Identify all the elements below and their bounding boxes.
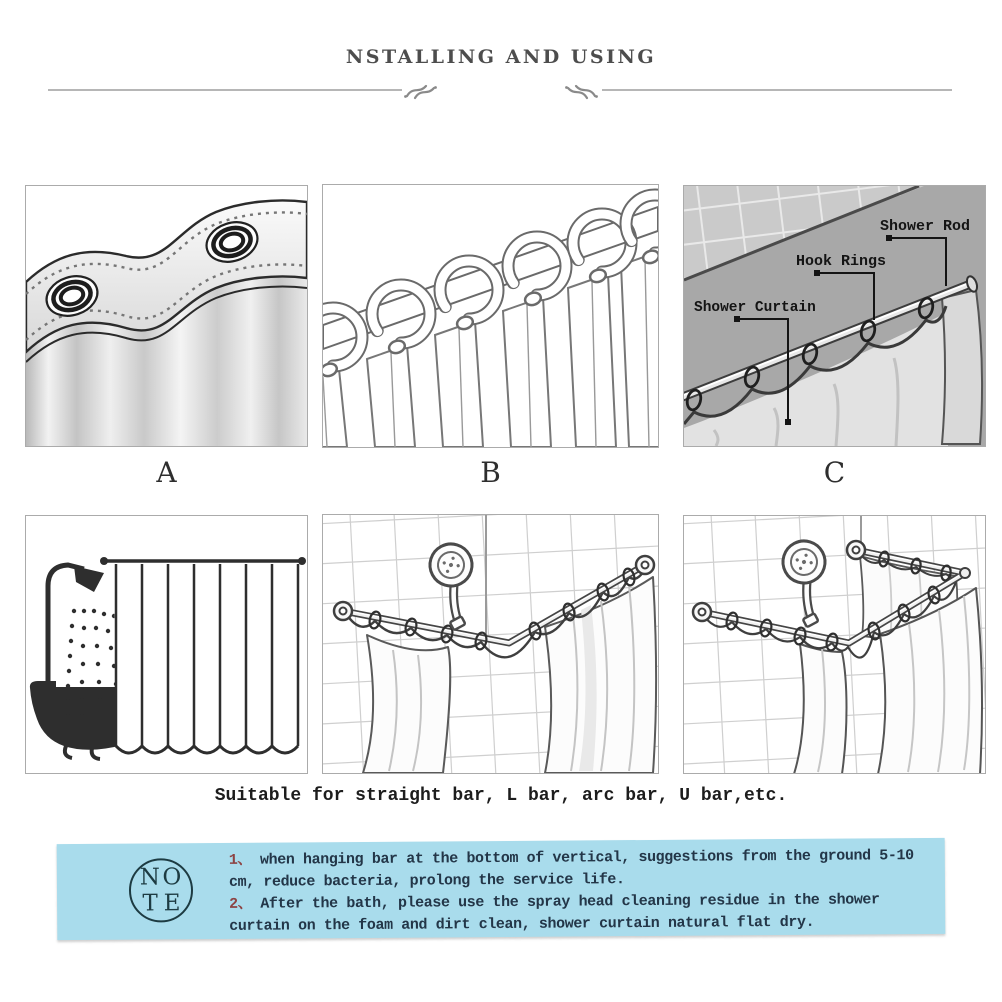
- note-item-1-number: 1、: [228, 851, 253, 869]
- panel-b-hook-rings: [322, 184, 659, 448]
- note-item-1: [229, 845, 935, 894]
- divider-right: [602, 89, 952, 91]
- hook-rings-label: Hook Rings: [796, 253, 887, 270]
- panel-label-c: C: [823, 456, 846, 489]
- page-title: NSTALLING AND USING: [345, 46, 657, 68]
- note-letter-o: O: [162, 864, 182, 891]
- note-badge: [129, 858, 193, 922]
- panel-c-labeled-photo: [683, 185, 986, 447]
- panel-f-u-rod: [683, 515, 986, 774]
- panel-d-bathtub: [25, 515, 308, 774]
- note-item-1-text: when hanging bar at the bottom of vertical, suggestions from the ground 5-10 cm, reduce bacteria, prolong the service life.: [228, 847, 914, 891]
- corner-rod-illustration: [323, 515, 658, 773]
- bathtub-shower-pictogram: [26, 516, 307, 773]
- labeled-rod-photo: [684, 186, 985, 446]
- note-item-2-number: 2、: [229, 895, 253, 913]
- shower-rod-label: Shower Rod: [880, 218, 971, 235]
- panel-e-corner-rod: [322, 514, 659, 774]
- panel-label-a: A: [156, 456, 177, 489]
- suitable-caption: Suitable for straight bar, L bar, arc bar, U bar,etc.: [214, 786, 788, 806]
- note-item-2-text: After the bath, please use the spray head cleaning residue in the shower curtain on the foam and dirt clean, shower curtain natural flat dry.: [229, 891, 880, 935]
- divider-left: [48, 89, 402, 91]
- note-letter-e: E: [163, 890, 181, 917]
- panel-label-b: B: [480, 456, 501, 489]
- note-item-2: [229, 889, 935, 938]
- note-letter-n: N: [139, 864, 161, 891]
- shower-curtain-label: Shower Curtain: [694, 300, 816, 316]
- divider-ornament-icon: [556, 80, 602, 102]
- panel-a-grommet-detail: [25, 185, 308, 447]
- grommet-curtain-illustration: [26, 186, 307, 446]
- hook-rings-illustration: [323, 185, 658, 447]
- bathtub-icon: [30, 681, 123, 750]
- note-text: [229, 845, 936, 938]
- shower-head-icon: [74, 566, 104, 592]
- note-box: [57, 838, 946, 940]
- note-letter-t: T: [142, 890, 158, 917]
- divider-ornament-icon: [400, 80, 446, 102]
- u-rod-illustration: [684, 516, 985, 773]
